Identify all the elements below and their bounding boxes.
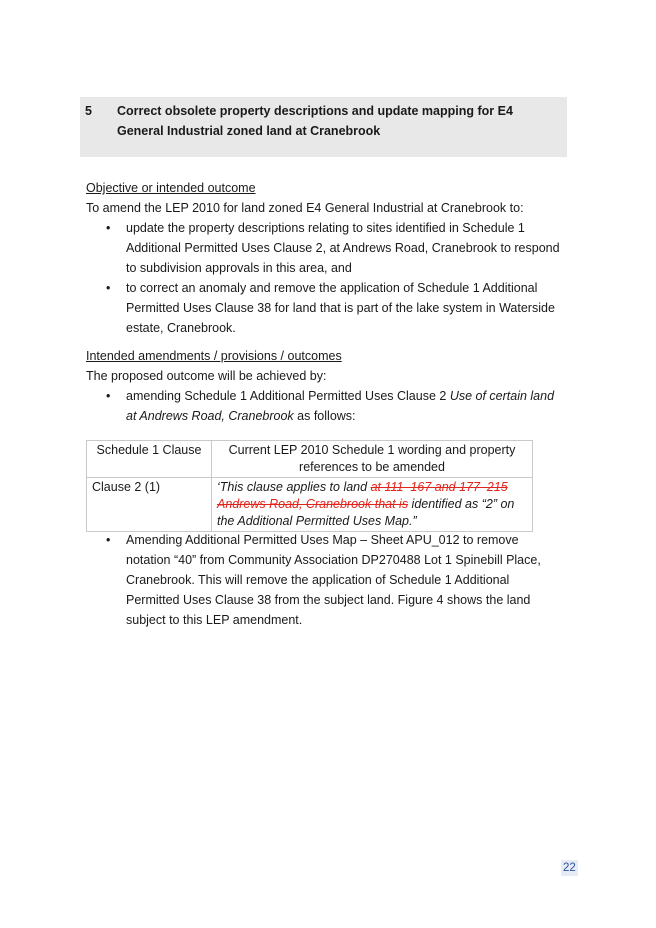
bullet-icon: •	[106, 281, 111, 295]
page-number: 22	[563, 862, 576, 874]
section-title: Correct obsolete property descriptions and update mapping for E4 General Industrial zoned land at Cranebrook	[117, 104, 513, 138]
section-header	[80, 97, 567, 157]
section-number: 5	[85, 104, 92, 118]
list-item	[86, 278, 564, 338]
amendments-bullet-list-2	[86, 530, 556, 630]
objective-heading: Objective or intended outcome	[86, 181, 256, 195]
table-header-row	[87, 441, 533, 478]
amendments-intro: The proposed outcome will be achieved by:	[86, 369, 327, 383]
objective-bullet-list	[86, 218, 564, 338]
amendment-bullet-italic: Use of certain land at Andrews Road, Cranebrook	[126, 389, 555, 423]
amendments-bullet-list-1	[86, 386, 556, 426]
list-item	[86, 530, 556, 630]
objective-bullet-text: update the property descriptions relating to sites identified in Schedule 1 Additional Permitted Uses Clause 2, at Andrews Road, Cranebrook to respond to subdivision approvals in this area, and	[126, 221, 560, 275]
wording-after: identified as “2” on the Additional Permitted Uses Map.”	[217, 497, 515, 528]
table-cell-clause: Clause 2 (1)	[87, 478, 212, 532]
table-header-cell: Current LEP 2010 Schedule 1 wording and property references to be amended	[212, 441, 533, 478]
bullet-icon: •	[106, 533, 111, 547]
table-row	[87, 478, 533, 532]
amendment-bullet-text: Amending Additional Permitted Uses Map – Sheet APU_012 to remove notation “40” from Community Association DP270488 Lot 1 Spinebill Place, Cranebrook. This will remove the application of Schedule 1 Additional Permitted Uses Clause 38 from the subject land. Figure 4 shows the land subject to this LEP amendment.	[126, 533, 541, 627]
objective-intro: To amend the LEP 2010 for land zoned E4 General Industrial at Cranebrook to:	[86, 201, 524, 215]
wording-struck: at 111–167 and 177–215 Andrews Road, Cranebrook that is	[217, 480, 508, 511]
table-header-cell: Schedule 1 Clause	[87, 441, 212, 478]
amendment-bullet-suffix: as follows:	[293, 409, 356, 423]
objective-bullet-text: to correct an anomaly and remove the application of Schedule 1 Additional Permitted Uses Clause 38 for land that is part of the lake system in Waterside estate, Cranebrook.	[126, 281, 555, 335]
amendment-bullet-prefix: amending Schedule 1 Additional Permitted Uses Clause 2	[126, 389, 450, 403]
clause-table	[86, 440, 533, 532]
bullet-icon: •	[106, 221, 111, 235]
list-item	[86, 386, 556, 426]
table-cell-wording	[212, 478, 533, 532]
wording-before: ‘This clause applies to land	[217, 480, 371, 494]
amendments-heading: Intended amendments / provisions / outcomes	[86, 349, 342, 363]
list-item	[86, 218, 564, 278]
bullet-icon: •	[106, 389, 111, 403]
